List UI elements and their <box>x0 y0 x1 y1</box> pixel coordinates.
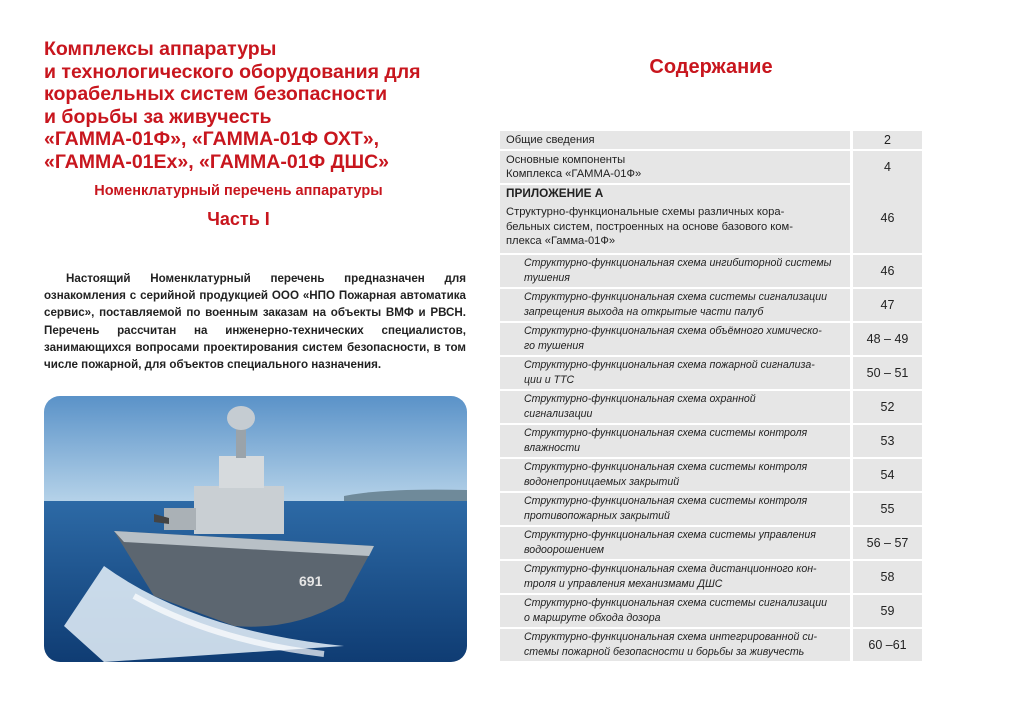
ship-illustration <box>44 396 467 662</box>
toc-page-number: 2 <box>853 131 922 149</box>
toc-row-item <box>500 493 922 525</box>
title-line: «ГАММА-01Ф», «ГАММА-01Ф ОХТ», <box>44 128 380 150</box>
toc-page-number: 46 <box>853 183 922 253</box>
toc-row-item <box>500 425 922 457</box>
ship-photo <box>44 396 467 662</box>
document-title <box>44 38 469 173</box>
toc-row-item <box>500 255 922 287</box>
toc-row-item <box>500 459 922 491</box>
toc-annex-heading: ПРИЛОЖЕНИЕ А <box>500 185 850 201</box>
toc-page-number: 58 <box>853 561 922 593</box>
toc-page-number: 46 <box>853 255 922 287</box>
toc-page-number: 54 <box>853 459 922 491</box>
toc-entry-text: Структурно-функциональная схема системы сигнализации о маршруте обхода дозора <box>500 595 850 627</box>
toc-entry-text: Структурно-функциональная схема охранной сигнализации <box>500 391 850 423</box>
toc-row-item <box>500 289 922 321</box>
toc-entry-text: Структурно-функциональная схема пожарной сигнализа- ции и ТТС <box>500 357 850 389</box>
toc-page-number: 60 –61 <box>853 629 922 661</box>
toc-row-item <box>500 527 922 559</box>
toc-row-components <box>500 151 922 183</box>
toc-row-item <box>500 357 922 389</box>
title-line: Комплексы аппаратуры <box>44 38 277 60</box>
toc-entry-text: Структурно-функциональные схемы различных кора- бельных систем, построенных на основе базового ком- плекса «Гамма-01Ф» <box>500 201 850 253</box>
document-subtitle: Номенклатурный перечень аппаратуры <box>94 183 383 199</box>
toc-row-item <box>500 323 922 355</box>
toc-page-number: 55 <box>853 493 922 525</box>
toc-row-item <box>500 391 922 423</box>
toc-entry-text: Общие сведения <box>500 131 850 149</box>
part-label: Часть I <box>207 209 270 229</box>
toc-entry-text: Структурно-функциональная схема системы управления водоорошением <box>500 527 850 559</box>
toc-page-number: 53 <box>853 425 922 457</box>
toc-entry-text: Структурно-функциональная схема системы контроля влажности <box>500 425 850 457</box>
table-of-contents <box>500 131 922 663</box>
toc-entry-text: Структурно-функциональная схема объёмного химическо- го тушения <box>500 323 850 355</box>
toc-page-number: 48 – 49 <box>853 323 922 355</box>
toc-entry-text: Основные компоненты Комплекса «ГАММА-01Ф» <box>500 151 850 183</box>
toc-entry-text: Структурно-функциональная схема системы контроля противопожарных закрытий <box>500 493 850 525</box>
title-line: корабельных систем безопасности <box>44 83 388 105</box>
toc-row-item <box>500 561 922 593</box>
toc-row-general <box>500 131 922 149</box>
toc-page-number: 59 <box>853 595 922 627</box>
title-line: и борьбы за живучесть <box>44 105 272 128</box>
toc-page-number: 47 <box>853 289 922 321</box>
title-line: «ГАММА-01Ех», «ГАММА-01Ф ДШС» <box>44 150 390 173</box>
toc-title: Содержание <box>649 56 773 78</box>
toc-entry-text: Структурно-функциональная схема ингибиторной системы тушения <box>500 255 850 287</box>
toc-page-number: 4 <box>853 151 922 183</box>
toc-row-annex <box>500 201 922 253</box>
toc-entry-text: Структурно-функциональная схема системы сигнализации запрещения выхода на открытые части палуб <box>500 289 850 321</box>
toc-entry-text: Структурно-функциональная схема интегрированной си- стемы пожарной безопасности и борьбы за живучесть <box>500 629 850 661</box>
toc-entry-text: Структурно-функциональная схема дистанционного кон- троля и управления механизмами ДШС <box>500 561 850 593</box>
title-line: и технологического оборудования для <box>44 60 421 83</box>
toc-page-number: 52 <box>853 391 922 423</box>
toc-row-item <box>500 595 922 627</box>
toc-page-number: 56 – 57 <box>853 527 922 559</box>
title-block <box>44 38 469 230</box>
toc-row-item <box>500 629 922 661</box>
hull-number: 691 <box>299 573 323 589</box>
toc-page-number: 50 – 51 <box>853 357 922 389</box>
toc-entry-text: Структурно-функциональная схема системы контроля водонепроницаемых закрытий <box>500 459 850 491</box>
intro-paragraph: Настоящий Номенклатурный перечень предназначен для ознакомления с серийной продукцией ООО «НПО Пожарная автоматика сервис», поставляемой по военным заказам на объекты ВМФ и РВСН. Перечень рассчитан на инженерно-технических специалистов, занимающихся вопросами проектирования систем безопасности, в том числе пожарной, для объектов специального назначения. <box>44 272 466 372</box>
